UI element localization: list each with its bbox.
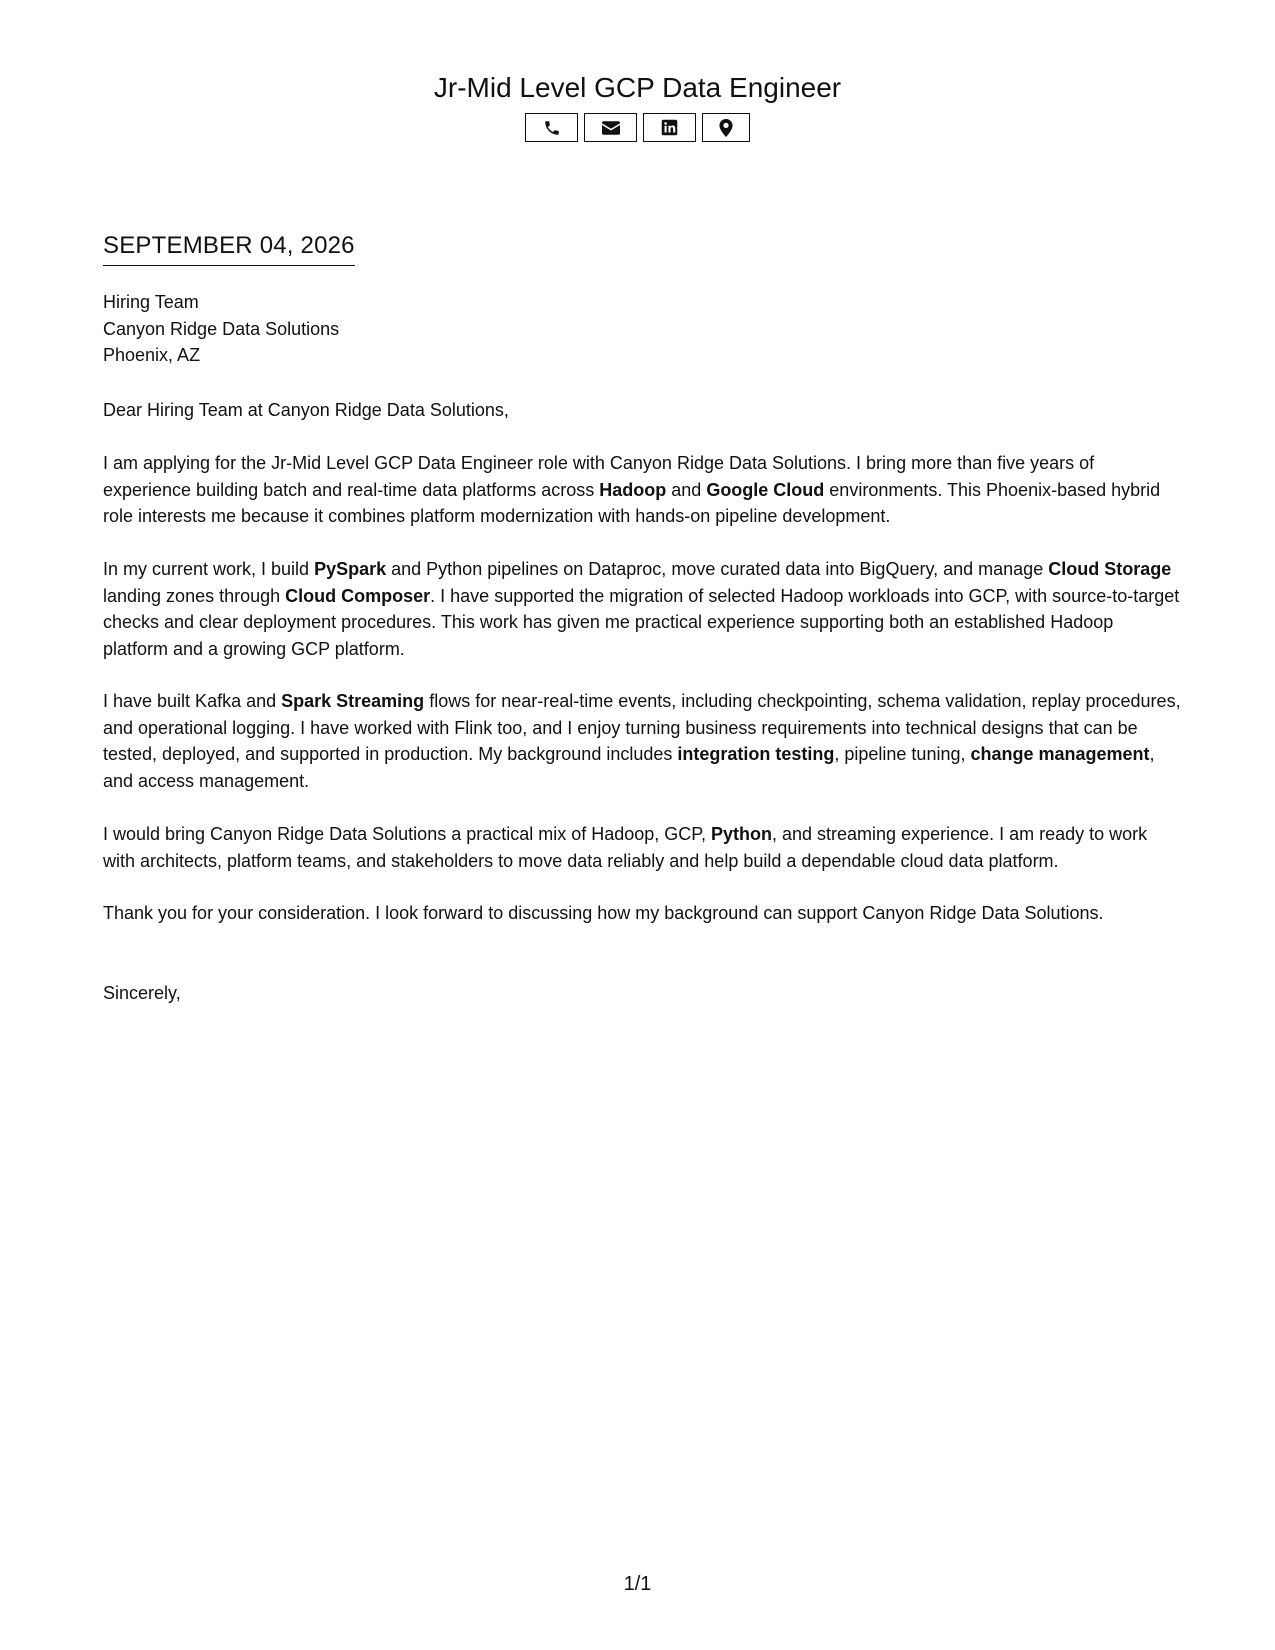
location-button[interactable] xyxy=(702,113,750,142)
page-number: 1/1 xyxy=(623,1573,652,1595)
email-button[interactable] xyxy=(584,113,637,142)
email-icon xyxy=(602,121,620,135)
linkedin-icon xyxy=(661,119,678,136)
keyword-pyspark: PySpark xyxy=(314,559,387,579)
recipient-address xyxy=(103,289,1183,369)
location-icon xyxy=(719,119,733,137)
closing: Sincerely, xyxy=(103,983,181,1003)
keyword-hadoop: Hadoop xyxy=(599,479,667,500)
keyword-spark-streaming: Spark Streaming xyxy=(281,691,425,711)
contact-links xyxy=(0,113,1275,142)
linkedin-button[interactable] xyxy=(643,113,696,142)
paragraph-current-work: In my current work, I build PySpark and Python pipelines on Dataproc, move curated data into BigQuery, and manage Cloud Storage landing zones through Cloud Composer. I have supported the migration of selected Hadoop workloads into GCP, with source-to-target checks and clear deployment procedures. This work has given me practical experience supporting both an established Hadoop platform and a growing GCP platform. xyxy=(103,559,1180,659)
keyword-cloud-storage: Cloud Storage xyxy=(1048,559,1172,579)
recipient-company: Canyon Ridge Data Solutions xyxy=(103,318,340,339)
recipient-location: Phoenix, AZ xyxy=(103,345,201,365)
paragraph-intro: I am applying for the Jr-Mid Level GCP Data Engineer role with Canyon Ridge Data Solutions. I bring more than five years of experience building batch and real-time data platforms across Hadoop and Google Cloud environments. This Phoenix-based hybrid role interests me because it combines platform modernization with hands-on pipeline development. xyxy=(103,453,1161,526)
phone-icon xyxy=(543,119,561,137)
recipient-name: Hiring Team xyxy=(103,292,199,312)
keyword-change-management: change management xyxy=(970,744,1150,764)
keyword-integration-testing: integration testing xyxy=(677,744,835,764)
page-title: Jr-Mid Level GCP Data Engineer xyxy=(433,72,842,103)
phone-button[interactable] xyxy=(525,113,578,142)
salutation: Dear Hiring Team at Canyon Ridge Data Solutions, xyxy=(103,400,509,420)
keyword-cloud-composer: Cloud Composer xyxy=(285,585,431,606)
keyword-google-cloud: Google Cloud xyxy=(706,479,825,500)
letter-date: SEPTEMBER 04, 2026 xyxy=(103,231,355,266)
keyword-python: Python xyxy=(711,824,772,844)
paragraph-thanks: Thank you for your consideration. I look forward to discussing how my background can support Canyon Ridge Data Solutions. xyxy=(103,903,1104,923)
paragraph-streaming: I have built Kafka and Spark Streaming flows for near-real-time events, including checkpointing, schema validation, replay procedures, and operational logging. I have worked with Flink too, and I enjoy turning business requirements into technical designs that can be tested, deployed, and supported in production. My background includes integration testing, pipeline tuning, change management, and access management. xyxy=(103,691,1181,791)
paragraph-value: I would bring Canyon Ridge Data Solutions a practical mix of Hadoop, GCP, Python, and streaming experience. I am ready to work with architects, platform teams, and stakeholders to move data reliably and help build a dependable cloud data platform. xyxy=(103,824,1148,871)
